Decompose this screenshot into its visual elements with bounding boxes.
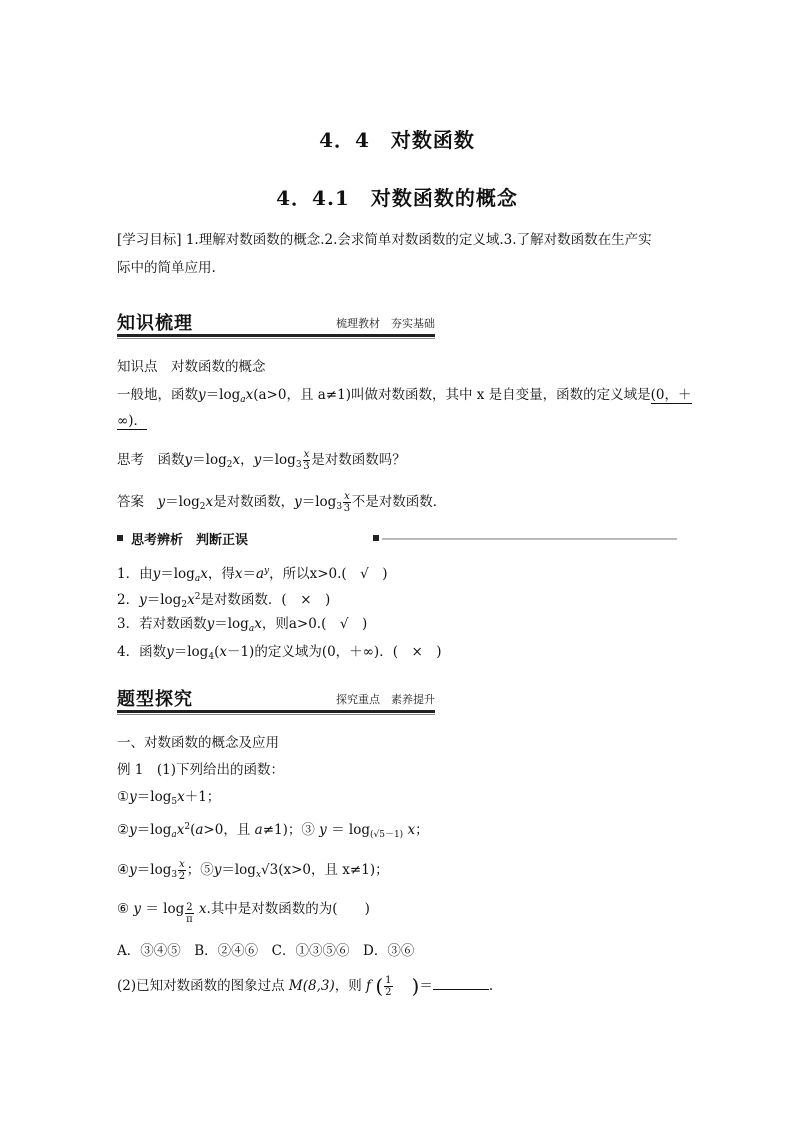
- goals-label: [学习目标]: [117, 232, 182, 248]
- section-header-explore: [117, 685, 437, 715]
- answer-text-c: 不是对数函数．: [351, 494, 447, 510]
- item-1: $①y=\log_5x+1$；: [117, 789, 221, 807]
- example-1: [117, 760, 284, 780]
- goals-text-2: 际中的简单应用.: [117, 260, 216, 276]
- answer-blank[interactable]: [433, 975, 489, 990]
- section-subtitle-knowledge: 梳理教材 夯实基础: [336, 317, 435, 330]
- square-icon: [117, 535, 123, 541]
- knowledge-heading: 知识点 对数函数的概念: [117, 359, 266, 375]
- section-subtitle-explore: 探究重点 素养提升: [336, 693, 435, 706]
- judge-item-2: 2．$y=\log_2x^2$是对数函数．( × ): [117, 592, 331, 610]
- think-text-a: 函数: [157, 452, 185, 468]
- item-2-3: $②y=\log_ax^2(a>0$，且 a≠1)；③ $y = \log_{(√5-1)} x$；: [117, 822, 429, 840]
- judge-item-1: 1．由$y=\log_ax$，得$x=a^y$，所以x>0.( √ ): [117, 566, 388, 584]
- formula-think: $y=\log_2x$，$y=\log_3$ $\frac{x}{3}$: [184, 449, 310, 472]
- definition-text-a: 一般地，函数: [117, 387, 198, 403]
- definition-text-b: (a>0，且 a≠1)叫做对数函数，其中 x 是自变量，函数的定义域是: [253, 387, 651, 403]
- section-rule-thin: [117, 338, 435, 339]
- chapter-title: 4．4 对数函数: [319, 128, 475, 152]
- section-rule: [117, 710, 435, 713]
- think-label: 思考: [117, 452, 144, 468]
- section-title-knowledge: 知识梳理: [117, 313, 193, 334]
- section-title: 4．4.1 对数函数的概念: [276, 186, 518, 210]
- section-rule: [117, 334, 435, 337]
- problem-heading: 一、对数函数的概念及应用: [117, 735, 279, 751]
- judge-header: [117, 529, 677, 549]
- think-text-b: 是对数函数吗？: [311, 452, 406, 468]
- answer-text-b: 是对数函数，: [213, 494, 295, 510]
- judge-item-4: 4．函数$y=\log_4(x-1)$的定义域为(0，＋∞)．( × ): [117, 644, 442, 662]
- answer-label: 答案: [117, 494, 144, 510]
- item-4-5: $④y=\log_3$ $\frac{x}{2}$ ；$⑤y=\log_x√3(x>0$，且 x≠1)；: [117, 859, 389, 882]
- judge-title: 思考辨析 判断正误: [131, 533, 249, 548]
- think-question: [117, 449, 406, 475]
- answer: 答案 $y=\log_2x$是对数函数，$y=\log_3$ $\frac{x}{3}$ 不是对数函数．: [117, 491, 447, 514]
- judge-item-3: 3．若对数函数$y=\log_ax$，则a>0.( √ ): [117, 616, 368, 634]
- options: A．③④⑤ B．②④⑥ C．①③⑤⑥ D．③⑥: [117, 943, 415, 959]
- section-header-knowledge: [117, 309, 437, 339]
- item-6: ⑥ y ＝ log $_{\frac{2}{\pi}}$ x.其中是对数函数的为( ): [117, 901, 370, 925]
- example-label: 例 1: [117, 762, 144, 778]
- definition-domain: (0，＋: [650, 387, 692, 403]
- learning-goals: [117, 230, 652, 250]
- definition-domain-cont: ∞)．: [117, 413, 148, 429]
- definition-line: [117, 385, 692, 410]
- formula-log-a-x: $y=\log_ax$: [198, 387, 254, 405]
- section-rule-thin: [117, 714, 435, 715]
- part-2: (2)已知对数函数的图象过点 M(8,3)，则 f ( $\frac{1}{2}$ )＝ .: [117, 974, 494, 998]
- goals-text-1: 1.理解对数函数的概念.2.会求简单对数函数的定义域.3.了解对数函数在生产实: [185, 232, 652, 248]
- judge-rule: [382, 538, 677, 540]
- section-title-explore: 题型探究: [117, 689, 193, 710]
- example-text: (1)下列给出的函数：: [156, 762, 285, 778]
- square-icon: [373, 535, 379, 541]
